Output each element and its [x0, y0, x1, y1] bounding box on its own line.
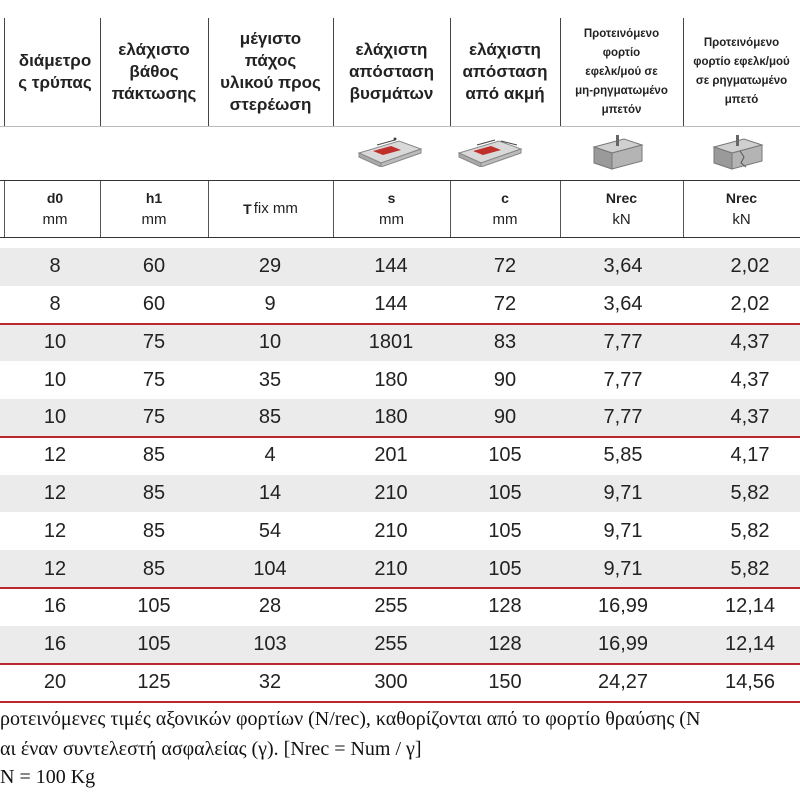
unit-label: mm [141, 211, 167, 228]
column-header-7: Προτεινόμενο φορτίο εφελκ/μού σε ρηγματωμένο μπετό [693, 37, 790, 106]
table-cell: 5,82 [730, 519, 770, 542]
table-cell: 72 [493, 293, 517, 316]
table-cell: 7,77 [603, 330, 643, 353]
column-header-1: διάμετρο ς τρύπας [18, 51, 92, 92]
table-cell: 60 [142, 255, 166, 278]
table-cell: 8 [49, 293, 61, 316]
unit-cell-2 [100, 181, 208, 237]
table-cell: 3,64 [603, 293, 643, 316]
table-cell: 180 [374, 406, 408, 429]
table-cell: 8 [49, 255, 61, 278]
table-icon-row [0, 126, 800, 179]
table-cell: 54 [258, 519, 282, 542]
unit-symbol: d0 [46, 190, 64, 206]
table-cell: 10 [258, 330, 282, 353]
table-cell: 12 [43, 482, 67, 505]
table-cell: 83 [493, 330, 517, 353]
column-header-4: ελάχιστη απόσταση βυσμάτων [348, 40, 435, 103]
group-divider [0, 436, 800, 438]
table-cell: 105 [488, 482, 522, 505]
table-cell: 210 [374, 557, 408, 580]
units-divider [4, 181, 5, 237]
unit-cell-6 [560, 181, 683, 237]
table-cell: 144 [374, 293, 408, 316]
group-divider [0, 701, 800, 703]
table-cell: 4,37 [730, 368, 770, 391]
table-cell: 105 [137, 595, 171, 618]
unit-cell-1 [10, 181, 100, 237]
group-divider [0, 323, 800, 325]
table-cell: 12 [43, 519, 67, 542]
table-header-row [0, 18, 800, 126]
table-cell: 105 [137, 633, 171, 656]
unit-symbol: T [243, 201, 252, 217]
table-cell: 12,14 [724, 633, 776, 656]
table-cell: 125 [137, 671, 171, 694]
table-cell: 105 [488, 444, 522, 467]
table-cell: 29 [258, 255, 282, 278]
table-cell: 16,99 [597, 633, 649, 656]
table-units-row [0, 180, 800, 238]
table-row [0, 664, 800, 702]
table-cell: 75 [142, 330, 166, 353]
table-cell: 60 [142, 293, 166, 316]
table-cell: 4 [264, 444, 276, 467]
table-cell: 300 [374, 671, 408, 694]
unit-symbol: c [501, 190, 509, 206]
unit-cell-5 [450, 181, 560, 237]
table-cell: 10 [43, 330, 67, 353]
table-cell: 12 [43, 444, 67, 467]
table-cell: 105 [488, 519, 522, 542]
table-cell: 9,71 [603, 482, 643, 505]
table-cell: 75 [142, 368, 166, 391]
unit-cell-7 [683, 181, 800, 237]
unit-cell-3 [208, 181, 333, 237]
unit-label: kN [732, 211, 751, 228]
table-cell: 5,82 [730, 557, 770, 580]
table-cell: 7,77 [603, 406, 643, 429]
table-cell: 2,02 [730, 255, 770, 278]
table-cell: 1801 [368, 330, 414, 353]
unit-label: mm [42, 211, 68, 228]
group-divider [0, 587, 800, 589]
column-header-3: μέγιστο πάχος υλικού προς στερέωση [220, 29, 321, 114]
unit-symbol: s [387, 190, 396, 206]
table-row [0, 248, 800, 286]
table-cell: 85 [258, 406, 282, 429]
table-cell: 3,64 [603, 255, 643, 278]
header-divider [4, 18, 5, 126]
table-cell: 201 [374, 444, 408, 467]
unit-label: mm [492, 211, 518, 228]
column-header-5: ελάχιστη απόσταση από ακμή [462, 40, 548, 103]
unit-symbol: h1 [145, 190, 163, 206]
table-cell: 128 [488, 633, 522, 656]
table-cell: 90 [493, 406, 517, 429]
slab-edge-icon [455, 133, 525, 172]
table-cell: 180 [374, 368, 408, 391]
table-row [0, 475, 800, 513]
table-row [0, 324, 800, 362]
table-cell: 16 [43, 595, 67, 618]
table-cell: 105 [488, 557, 522, 580]
table-row [0, 626, 800, 664]
table-cell: 16,99 [597, 595, 649, 618]
table-row [0, 588, 800, 626]
table-cell: 4,37 [730, 406, 770, 429]
table-row [0, 361, 800, 399]
table-cell: 210 [374, 482, 408, 505]
table-cell: 150 [488, 671, 522, 694]
footnote-line-3: N = 100 Kg [0, 766, 96, 788]
table-cell: 35 [258, 368, 282, 391]
table-cell: 12,14 [724, 595, 776, 618]
cracked-concrete-block-icon [710, 133, 766, 176]
table-cell: 85 [142, 482, 166, 505]
table-cell: 9,71 [603, 519, 643, 542]
table-cell: 24,27 [597, 671, 649, 694]
table-cell: 10 [43, 406, 67, 429]
table-cell: 85 [142, 557, 166, 580]
table-cell: 210 [374, 519, 408, 542]
concrete-block-icon [590, 133, 646, 176]
table-cell: 14 [258, 482, 282, 505]
footnote-line-2: αι έναν συντελεστή ασφαλείας (γ). [Nrec = Num / γ] [0, 738, 422, 760]
table-cell: 16 [43, 633, 67, 656]
table-cell: 4,37 [730, 330, 770, 353]
unit-label: fix mm [253, 200, 298, 217]
slab-spacing-icon [355, 133, 425, 172]
table-cell: 9 [264, 293, 276, 316]
group-divider [0, 663, 800, 665]
table-cell: 20 [43, 671, 67, 694]
table-cell: 85 [142, 444, 166, 467]
table-cell: 28 [258, 595, 282, 618]
table-row [0, 437, 800, 475]
table-row [0, 286, 800, 324]
column-header-6: Προτεινόμενο φορτίο εφελκ/μού σε μη-ρηγματωμένο μπετόν [575, 27, 668, 116]
table-cell: 5,85 [603, 444, 643, 467]
unit-cell-4 [333, 181, 450, 237]
table-cell: 7,77 [603, 368, 643, 391]
table-cell: 103 [253, 633, 287, 656]
table-cell: 255 [374, 595, 408, 618]
footnote-line-1: ροτεινόμενες τιμές αξονικών φορτίων (N/rec), καθορίζονται από το φορτίο θραύσης (N [0, 708, 701, 730]
table-cell: 85 [142, 519, 166, 542]
table-row [0, 399, 800, 437]
table-cell: 5,82 [730, 482, 770, 505]
table-cell: 75 [142, 406, 166, 429]
table-cell: 255 [374, 633, 408, 656]
table-cell: 72 [493, 255, 517, 278]
table-row [0, 513, 800, 551]
unit-symbol: Nrec [605, 190, 638, 206]
table-cell: 4,17 [730, 444, 770, 467]
unit-symbol: Nrec [725, 190, 758, 206]
table-cell: 144 [374, 255, 408, 278]
column-header-2: ελάχιστο βάθος πάκτωσης [111, 40, 197, 103]
table-cell: 12 [43, 557, 67, 580]
table-cell: 128 [488, 595, 522, 618]
table-cell: 14,56 [724, 671, 776, 694]
table-cell: 104 [253, 557, 287, 580]
unit-label: mm [379, 211, 404, 228]
unit-label: kN [612, 211, 631, 228]
table-cell: 2,02 [730, 293, 770, 316]
table-cell: 32 [258, 671, 282, 694]
table-cell: 9,71 [603, 557, 643, 580]
table-cell: 10 [43, 368, 67, 391]
table-cell: 90 [493, 368, 517, 391]
table-row [0, 550, 800, 588]
